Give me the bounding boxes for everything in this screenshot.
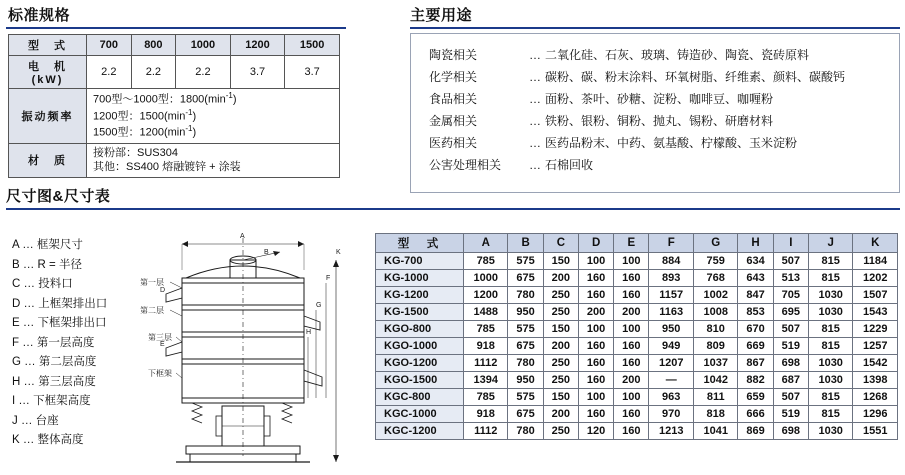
dim-cell-3-7: 1008 — [693, 304, 737, 321]
dim-cell-2-2: 780 — [508, 287, 543, 304]
dimension-section-header — [6, 185, 900, 210]
vibration-line-1 — [93, 91, 335, 108]
dim-cell-9-1: 918 — [464, 406, 508, 423]
dim-cell-10-1: 1112 — [464, 423, 508, 440]
spec-title-rule — [6, 27, 346, 29]
usage-section-title: 主要用途 — [410, 7, 473, 24]
dim-cell-9-10: 815 — [808, 406, 852, 423]
dim-cell-2-4: 160 — [578, 287, 613, 304]
dim-cell-6-0: KGO-1200 — [376, 355, 464, 372]
main-usage-section — [410, 4, 900, 193]
dim-cell-0-11: 1184 — [853, 253, 898, 270]
dim-cell-2-3: 250 — [543, 287, 578, 304]
usage-category-pollution: 公害处理相关 — [429, 158, 502, 172]
spec-label-motor-line1: 电 机 — [28, 61, 67, 73]
dim-cell-3-0: KG-1500 — [376, 304, 464, 321]
dim-cell-5-11: 1257 — [853, 338, 898, 355]
dim-cell-2-8: 847 — [738, 287, 773, 304]
dim-cell-8-4: 100 — [578, 389, 613, 406]
usage-dots-4: … — [529, 136, 541, 150]
spec-row-motor — [9, 56, 340, 89]
dim-cell-1-7: 768 — [693, 270, 737, 287]
dim-cell-7-8: 882 — [738, 372, 773, 389]
spec-header-row — [9, 35, 340, 56]
dim-cell-7-6: — — [649, 372, 693, 389]
dimension-table-header-row — [376, 234, 898, 253]
drawing-label-h: H — [306, 329, 312, 336]
dim-cell-1-2: 675 — [508, 270, 543, 287]
vibration-line2-sup: -1 — [185, 107, 193, 117]
spec-motor-700: 2.2 — [87, 56, 132, 89]
dim-cell-8-10: 815 — [808, 389, 852, 406]
usage-line-metal — [429, 110, 899, 132]
spec-vibration-values — [87, 89, 340, 144]
dim-cell-0-7: 759 — [693, 253, 737, 270]
spec-section-title: 标准规格 — [8, 7, 71, 24]
dim-cell-10-6: 1213 — [649, 423, 693, 440]
dim-cell-5-4: 160 — [578, 338, 613, 355]
dim-cell-2-11: 1507 — [853, 287, 898, 304]
table-row — [376, 253, 898, 270]
vibration-line1-models: 700型～1000型 — [93, 93, 169, 106]
spec-label-vibration: 振动频率 — [9, 89, 87, 144]
drawing-label-b: B — [264, 249, 269, 256]
dim-cell-6-3: 250 — [543, 355, 578, 372]
legend-item-g: G … 第二层高度 — [12, 356, 97, 368]
dim-col-h: H — [738, 234, 773, 253]
vibration-line3-value: ：1200(min — [128, 126, 186, 139]
dim-cell-4-7: 810 — [693, 321, 737, 338]
dim-cell-3-8: 853 — [738, 304, 773, 321]
dim-cell-7-11: 1398 — [853, 372, 898, 389]
spec-motor-1500: 3.7 — [285, 56, 340, 89]
dim-cell-6-7: 1037 — [693, 355, 737, 372]
dim-cell-2-9: 705 — [773, 287, 808, 304]
dim-cell-6-5: 160 — [614, 355, 649, 372]
dim-cell-10-5: 160 — [614, 423, 649, 440]
usage-category-ceramic: 陶瓷相关 — [429, 48, 478, 62]
dim-cell-4-1: 785 — [464, 321, 508, 338]
dim-col-b: B — [508, 234, 543, 253]
vibration-line2-close: ) — [192, 110, 197, 123]
dim-cell-4-5: 100 — [614, 321, 649, 338]
dim-cell-5-9: 519 — [773, 338, 808, 355]
spec-model-1200: 1200 — [230, 35, 285, 56]
dim-cell-6-4: 160 — [578, 355, 613, 372]
spec-row-material — [9, 143, 340, 178]
dim-cell-0-5: 100 — [614, 253, 649, 270]
dim-cell-8-6: 963 — [649, 389, 693, 406]
usage-items-food: 面粉、茶叶、砂糖、淀粉、咖啡豆、咖喱粉 — [545, 92, 774, 106]
usage-line-pollution — [429, 154, 899, 176]
dim-cell-10-9: 698 — [773, 423, 808, 440]
dim-col-type: 型 式 — [376, 234, 464, 253]
legend-item-a: A … 框架尺寸 — [12, 239, 83, 251]
dim-cell-7-5: 200 — [614, 372, 649, 389]
usage-dots-2: … — [529, 92, 541, 106]
spec-motor-1000: 2.2 — [176, 56, 231, 89]
dim-cell-7-0: KGO-1500 — [376, 372, 464, 389]
usage-items-metal: 铁粉、银粉、铜粉、抛丸、锡粉、研磨材料 — [545, 114, 774, 128]
dim-cell-1-1: 1000 — [464, 270, 508, 287]
dim-cell-8-5: 100 — [614, 389, 649, 406]
dim-cell-2-1: 1200 — [464, 287, 508, 304]
legend-item-f: F … 第一层高度 — [12, 336, 95, 349]
dim-cell-2-5: 160 — [614, 287, 649, 304]
dim-cell-6-2: 780 — [508, 355, 543, 372]
legend-item-i: I … 下框架高度 — [12, 395, 91, 407]
dim-cell-3-11: 1543 — [853, 304, 898, 321]
dim-cell-7-7: 1042 — [693, 372, 737, 389]
usage-line-pharma — [429, 132, 899, 154]
spec-label-motor — [9, 56, 87, 89]
dim-cell-7-3: 250 — [543, 372, 578, 389]
dim-col-e: E — [614, 234, 649, 253]
standard-spec-table — [8, 34, 340, 178]
dimension-table — [375, 233, 898, 440]
usage-line-food — [429, 88, 899, 110]
dim-cell-4-4: 100 — [578, 321, 613, 338]
dim-cell-0-0: KG-700 — [376, 253, 464, 270]
dim-cell-2-0: KG-1200 — [376, 287, 464, 304]
drawing-svg — [130, 230, 365, 470]
drawing-tier-2-label: 第二层 — [140, 306, 164, 315]
vibration-line1-value: ：1800(min — [168, 93, 226, 106]
dimension-legend — [12, 236, 132, 451]
spec-header-type: 型 式 — [9, 35, 87, 56]
drawing-label-k: K — [336, 249, 341, 256]
dim-cell-7-1: 1394 — [464, 372, 508, 389]
dim-cell-10-0: KGC-1200 — [376, 423, 464, 440]
table-row — [376, 338, 898, 355]
dim-col-j: J — [808, 234, 852, 253]
dim-cell-4-9: 507 — [773, 321, 808, 338]
dim-cell-4-6: 950 — [649, 321, 693, 338]
dim-cell-2-6: 1157 — [649, 287, 693, 304]
dim-cell-9-8: 666 — [738, 406, 773, 423]
dim-cell-1-3: 200 — [543, 270, 578, 287]
dim-cell-3-6: 1163 — [649, 304, 693, 321]
dim-cell-8-1: 785 — [464, 389, 508, 406]
dim-cell-5-2: 675 — [508, 338, 543, 355]
table-row — [376, 287, 898, 304]
drawing-label-a: A — [240, 233, 245, 240]
vibration-line3-sup: -1 — [185, 124, 193, 133]
spec-row-vibration — [9, 89, 340, 144]
vibration-line-3 — [93, 124, 335, 141]
dim-cell-1-10: 815 — [808, 270, 852, 287]
vibration-line3-close: ) — [192, 126, 197, 139]
dim-cell-0-1: 785 — [464, 253, 508, 270]
drawing-lower-frame-label: 下框架 — [148, 369, 172, 378]
dim-col-a: A — [464, 234, 508, 253]
spec-label-motor-line2: (kW) — [31, 74, 64, 86]
dim-col-i: I — [773, 234, 808, 253]
dim-cell-8-7: 811 — [693, 389, 737, 406]
usage-items-chemical: 碳粉、碳、粉末涂料、环氧树脂、纤维素、颜料、碳酸钙 — [545, 70, 846, 84]
table-row — [376, 321, 898, 338]
vibration-line1-close: ) — [232, 93, 237, 106]
dim-cell-7-4: 160 — [578, 372, 613, 389]
material-line-1: 接粉部：SUS304 — [93, 146, 178, 159]
dim-cell-9-6: 970 — [649, 406, 693, 423]
dim-cell-1-8: 643 — [738, 270, 773, 287]
dim-col-g: G — [693, 234, 737, 253]
dim-col-d: D — [578, 234, 613, 253]
dim-cell-10-4: 120 — [578, 423, 613, 440]
dim-cell-3-2: 950 — [508, 304, 543, 321]
dim-cell-9-5: 160 — [614, 406, 649, 423]
dim-cell-2-10: 1030 — [808, 287, 852, 304]
dim-cell-6-9: 698 — [773, 355, 808, 372]
vibration-line2-value: ：1500(min — [128, 110, 186, 123]
drawing-label-f: F — [326, 275, 331, 282]
dim-cell-0-10: 815 — [808, 253, 852, 270]
dim-cell-5-5: 160 — [614, 338, 649, 355]
table-row — [376, 372, 898, 389]
table-row — [376, 355, 898, 372]
dim-cell-6-1: 1112 — [464, 355, 508, 372]
dim-cell-4-3: 150 — [543, 321, 578, 338]
vibration-line3-models: 1500型 — [93, 126, 129, 139]
dim-cell-5-6: 949 — [649, 338, 693, 355]
drawing-label-d: D — [160, 287, 166, 294]
usage-category-pharma: 医药相关 — [429, 136, 478, 150]
dim-cell-5-8: 669 — [738, 338, 773, 355]
table-row — [376, 270, 898, 287]
table-row — [376, 389, 898, 406]
dim-cell-1-5: 160 — [614, 270, 649, 287]
usage-list-box — [410, 33, 900, 193]
dim-cell-3-5: 200 — [614, 304, 649, 321]
dim-cell-8-8: 659 — [738, 389, 773, 406]
spec-model-1000: 1000 — [176, 35, 231, 56]
dim-col-f: F — [649, 234, 693, 253]
dim-cell-8-11: 1268 — [853, 389, 898, 406]
usage-title-rule — [410, 27, 900, 29]
spec-model-800: 800 — [131, 35, 176, 56]
dim-cell-10-11: 1551 — [853, 423, 898, 440]
dim-cell-5-3: 200 — [543, 338, 578, 355]
legend-item-d: D … 上框架排出口 — [12, 297, 108, 310]
dim-cell-9-7: 818 — [693, 406, 737, 423]
dim-cell-10-2: 780 — [508, 423, 543, 440]
dim-cell-0-2: 575 — [508, 253, 543, 270]
dim-cell-9-2: 675 — [508, 406, 543, 423]
sifter-dimension-drawing — [130, 230, 365, 470]
standard-spec-section — [6, 4, 346, 178]
dim-cell-6-10: 1030 — [808, 355, 852, 372]
dim-cell-3-1: 1488 — [464, 304, 508, 321]
dim-cell-1-6: 893 — [649, 270, 693, 287]
legend-item-k: K … 整体高度 — [12, 434, 84, 446]
dim-cell-8-3: 150 — [543, 389, 578, 406]
spec-motor-800: 2.2 — [131, 56, 176, 89]
dim-cell-5-7: 809 — [693, 338, 737, 355]
dimension-title-rule — [6, 208, 900, 210]
dim-cell-0-3: 150 — [543, 253, 578, 270]
dim-cell-1-0: KG-1000 — [376, 270, 464, 287]
usage-dots-3: … — [529, 114, 541, 128]
legend-item-b: B … R = 半径 — [12, 258, 82, 271]
dim-cell-6-8: 867 — [738, 355, 773, 372]
dim-cell-1-4: 160 — [578, 270, 613, 287]
table-row — [376, 406, 898, 423]
dim-cell-5-10: 815 — [808, 338, 852, 355]
dim-cell-0-8: 634 — [738, 253, 773, 270]
table-row — [376, 423, 898, 440]
dim-cell-3-4: 200 — [578, 304, 613, 321]
drawing-label-g: G — [316, 302, 322, 309]
usage-dots-0: … — [529, 48, 541, 62]
legend-item-j: J … 台座 — [12, 414, 59, 427]
dim-cell-7-10: 1030 — [808, 372, 852, 389]
usage-line-ceramic — [429, 44, 899, 66]
usage-dots-5: … — [529, 158, 541, 172]
dim-cell-9-11: 1296 — [853, 406, 898, 423]
vibration-line1-sup: -1 — [225, 91, 233, 100]
dimension-table-wrap — [375, 233, 900, 440]
dim-cell-0-4: 100 — [578, 253, 613, 270]
vibration-line-2 — [93, 108, 335, 125]
dim-cell-10-3: 250 — [543, 423, 578, 440]
dimension-section-title: 尺寸图&尺寸表 — [6, 188, 111, 205]
dim-col-c: C — [543, 234, 578, 253]
dim-cell-4-10: 815 — [808, 321, 852, 338]
dim-cell-10-8: 869 — [738, 423, 773, 440]
material-line-2: 其他：SS400 熔融镀锌 + 涂装 — [93, 161, 241, 174]
drawing-tier-1-label: 第一层 — [140, 278, 164, 287]
dim-cell-3-9: 695 — [773, 304, 808, 321]
dim-cell-2-7: 1002 — [693, 287, 737, 304]
drawing-label-e: E — [160, 341, 165, 348]
dim-cell-5-0: KGO-1000 — [376, 338, 464, 355]
dim-cell-0-6: 884 — [649, 253, 693, 270]
usage-category-chemical: 化学相关 — [429, 70, 478, 84]
dim-cell-7-9: 687 — [773, 372, 808, 389]
dim-cell-4-0: KGO-800 — [376, 321, 464, 338]
table-row — [376, 304, 898, 321]
dim-cell-8-0: KGC-800 — [376, 389, 464, 406]
spec-label-material: 材 质 — [9, 143, 87, 178]
dim-cell-5-1: 918 — [464, 338, 508, 355]
dim-cell-0-9: 507 — [773, 253, 808, 270]
spec-model-1500: 1500 — [285, 35, 340, 56]
usage-dots-1: … — [529, 70, 541, 84]
legend-item-c: C … 投料口 — [12, 278, 73, 290]
dim-cell-8-9: 507 — [773, 389, 808, 406]
usage-items-pollution: 石棉回收 — [545, 158, 594, 172]
dim-cell-4-2: 575 — [508, 321, 543, 338]
dim-cell-9-0: KGC-1000 — [376, 406, 464, 423]
dim-cell-9-4: 160 — [578, 406, 613, 423]
dim-cell-10-10: 1030 — [808, 423, 852, 440]
usage-items-pharma: 医药品粉末、中药、氨基酸、柠檬酸、玉米淀粉 — [545, 136, 798, 150]
usage-category-food: 食品相关 — [429, 92, 478, 106]
usage-items-ceramic: 二氧化硅、石灰、玻璃、铸造砂、陶瓷、瓷砖原料 — [545, 48, 810, 62]
drawing-tier-3-label: 第三层 — [148, 333, 172, 342]
dim-cell-9-3: 200 — [543, 406, 578, 423]
dim-cell-4-11: 1229 — [853, 321, 898, 338]
dim-cell-9-9: 519 — [773, 406, 808, 423]
legend-item-e: E … 下框架排出口 — [12, 317, 107, 329]
dim-cell-1-11: 1202 — [853, 270, 898, 287]
usage-category-metal: 金属相关 — [429, 114, 478, 128]
spec-motor-1200: 3.7 — [230, 56, 285, 89]
dim-cell-10-7: 1041 — [693, 423, 737, 440]
dim-cell-4-8: 670 — [738, 321, 773, 338]
spec-material-values — [87, 143, 340, 178]
dim-cell-3-3: 250 — [543, 304, 578, 321]
dim-cell-3-10: 1030 — [808, 304, 852, 321]
vibration-line2-models: 1200型 — [93, 110, 129, 123]
spec-model-700: 700 — [87, 35, 132, 56]
dim-col-k: K — [853, 234, 898, 253]
usage-line-chemical — [429, 66, 899, 88]
dim-cell-6-11: 1542 — [853, 355, 898, 372]
dim-cell-8-2: 575 — [508, 389, 543, 406]
legend-item-h: H … 第三层高度 — [12, 375, 96, 388]
dim-cell-1-9: 513 — [773, 270, 808, 287]
dim-cell-7-2: 950 — [508, 372, 543, 389]
dim-cell-6-6: 1207 — [649, 355, 693, 372]
